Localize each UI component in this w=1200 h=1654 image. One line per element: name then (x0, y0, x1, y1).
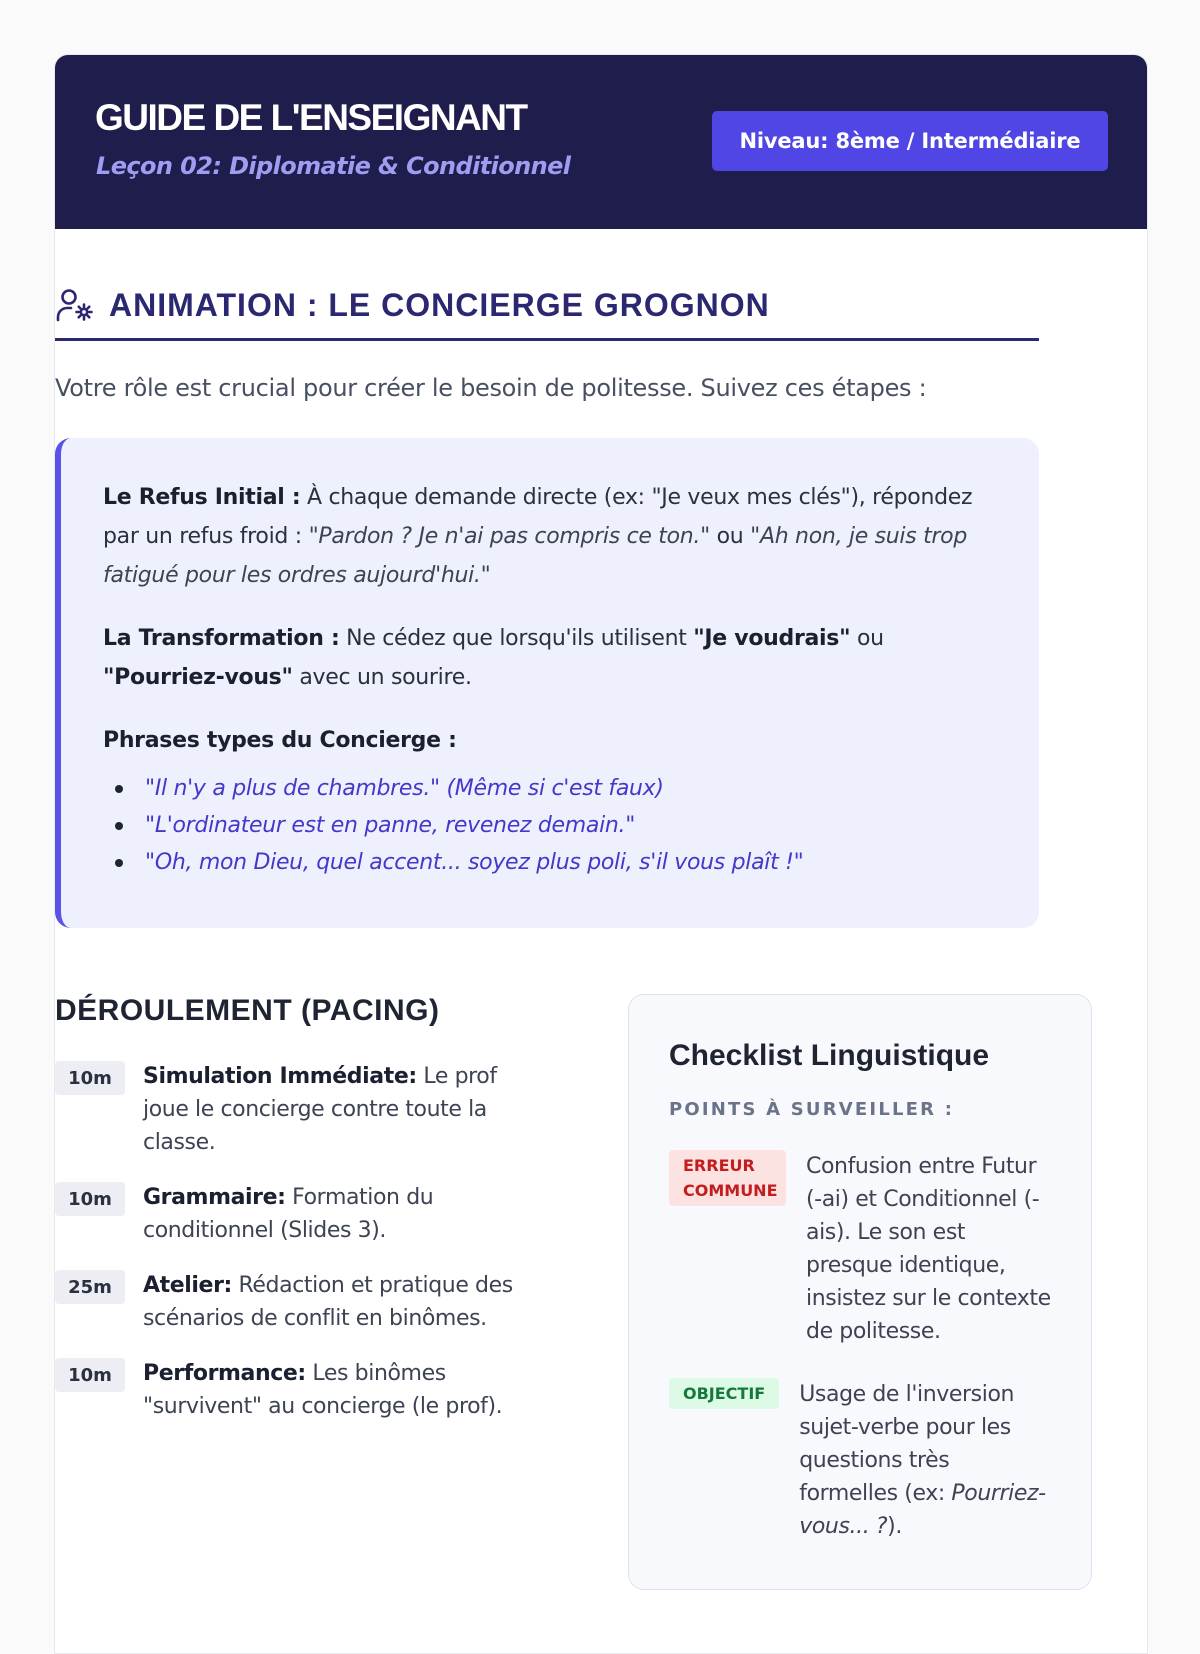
step-description: Formation du conditionnel (Slides 3). (143, 1185, 434, 1243)
animation-section-header (55, 283, 1039, 341)
pacing-step (55, 1060, 535, 1159)
duration-badge: 25m (55, 1270, 125, 1304)
lesson-subtitle: Leçon 02: Diplomatie & Conditionnel (96, 152, 571, 180)
checklist-item-text: Confusion entre Futur (-ai) et Conditionnel (-ais). Le son est presque identique, insistez sur le contexte de politesse. (806, 1154, 1051, 1344)
refus-quote-1: "Pardon ? Je n'ai pas compris ce ton." (308, 524, 710, 549)
objective-text: Usage de l'inversion sujet-verbe pour les questions très formelles (ex: (799, 1382, 1015, 1506)
instructions-callout (55, 438, 1039, 928)
duration-badge: 10m (55, 1061, 125, 1095)
step-description: Les binômes "survivent" au concierge (le prof). (143, 1361, 503, 1419)
refus-or: ou (709, 524, 751, 549)
objective-example: Pourriez-vous... ? (799, 1481, 1046, 1539)
transformation-phrase-2: "Pourriez-vous" (103, 665, 293, 690)
phrases-label: Phrases types du Concierge : (103, 728, 457, 753)
animation-intro: Votre rôle est crucial pour créer le besoin de politesse. Suivez ces étapes : (55, 374, 927, 402)
transformation-phrase-1: "Je voudrais" (693, 626, 851, 651)
pacing-step (55, 1357, 535, 1423)
step-text (143, 1181, 535, 1247)
transformation-paragraph (103, 619, 999, 697)
step-label: Performance: (143, 1361, 306, 1386)
step-text (143, 1357, 535, 1423)
refus-paragraph (103, 478, 999, 595)
page-title: GUIDE DE L'ENSEIGNANT (95, 97, 527, 138)
pacing-steps (55, 1060, 535, 1445)
checklist-title: Checklist Linguistique (669, 1039, 990, 1072)
refus-quote-2: "Ah non, je suis trop fatigué pour les ordres aujourd'hui." (103, 524, 967, 588)
phrase-item: "Il n'y a plus de chambres." (Même si c'est faux) (103, 770, 999, 807)
checklist-item (669, 1150, 1051, 1348)
level-badge: Niveau: 8ème / Intermédiaire (712, 111, 1108, 171)
header (55, 55, 1147, 229)
step-description: Le prof joue le concierge contre toute la classe. (143, 1064, 497, 1155)
checklist-item (669, 1378, 1051, 1543)
transformation-text-1: Ne cédez que lorsqu'ils utilisent (339, 626, 694, 651)
checklist-card (628, 994, 1092, 1590)
checklist-item-text (799, 1378, 1051, 1543)
transformation-or: ou (850, 626, 884, 651)
animation-title: ANIMATION : LE CONCIERGE GROGNON (109, 287, 770, 323)
refus-text: À chaque demande directe (ex: "Je veux mes clés"), répondez par un refus froid : (103, 485, 973, 549)
objective-tag: OBJECTIF (669, 1378, 779, 1409)
pacing-step (55, 1269, 535, 1335)
pacing-step (55, 1181, 535, 1247)
step-label: Atelier: (143, 1273, 232, 1298)
transformation-label: La Transformation : (103, 626, 340, 651)
phrases-list (103, 770, 999, 881)
pacing-title: DÉROULEMENT (PACING) (55, 994, 440, 1027)
phrase-item: "Oh, mon Dieu, quel accent... soyez plus poli, s'il vous plaît !" (103, 844, 999, 881)
step-text (143, 1269, 535, 1335)
step-description: Rédaction et pratique des scénarios de conflit en binômes. (143, 1273, 513, 1331)
duration-badge: 10m (55, 1182, 125, 1216)
objective-text-end: ). (887, 1514, 902, 1539)
phrases-paragraph (103, 721, 999, 760)
checklist-subtitle: POINTS À SURVEILLER : (669, 1099, 955, 1120)
phrase-item: "L'ordinateur est en panne, revenez demain." (103, 807, 999, 844)
user-gear-icon (55, 287, 95, 323)
step-text (143, 1060, 535, 1159)
transformation-text-2: avec un sourire. (292, 665, 472, 690)
step-label: Simulation Immédiate: (143, 1064, 417, 1089)
error-tag: ERREUR COMMUNE (669, 1150, 786, 1206)
refus-label: Le Refus Initial : (103, 485, 301, 510)
duration-badge: 10m (55, 1358, 125, 1392)
step-label: Grammaire: (143, 1185, 286, 1210)
